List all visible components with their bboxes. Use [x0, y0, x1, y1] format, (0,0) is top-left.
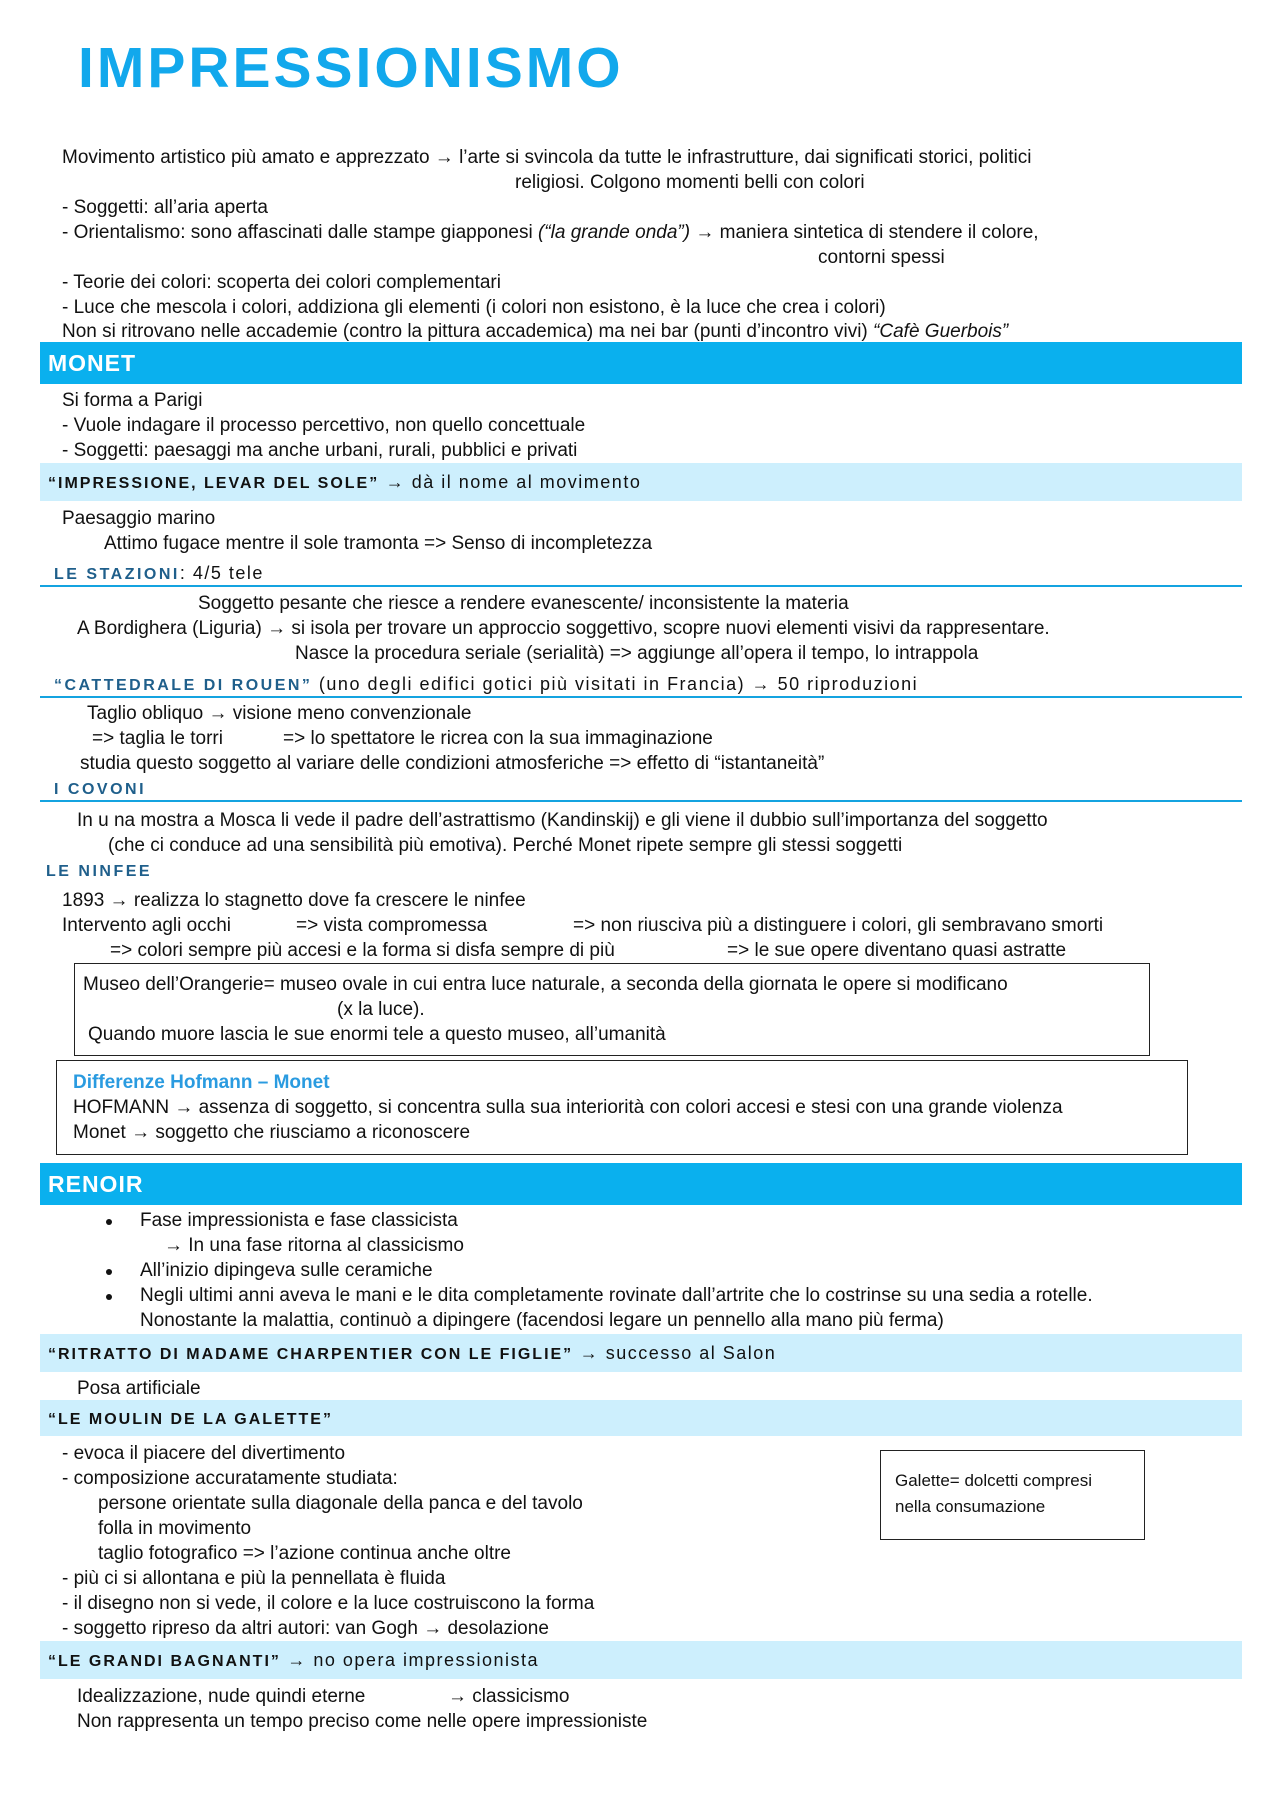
bagnanti-line-2: Non rappresenta un tempo preciso come nelle opere impressioniste: [77, 1711, 648, 1732]
galette-note-line-1: Galette= dolcetti compresi: [895, 1471, 1093, 1490]
galette-note-line-2: nella consumazione: [895, 1497, 1046, 1516]
section-header-renoir: RENOIR: [40, 1163, 1242, 1205]
renoir-bullet-2: All’inizio dipingeva sulle ceramiche: [140, 1260, 433, 1281]
cattedrale-line-1: Taglio obliquo → visione meno convenzionale: [87, 703, 472, 724]
intro-line-3: - Soggetti: all’aria aperta: [62, 197, 268, 218]
impressione-line-2: Attimo fugace mentre il sole tramonta => Senso di incompletezza: [104, 533, 653, 554]
museo-line-2: (x la luce).: [337, 999, 425, 1020]
museo-line-1: Museo dell’Orangerie= museo ovale in cui entra luce naturale, a seconda della giornata le opere si modificano: [83, 974, 1008, 995]
section-header-monet: MONET: [40, 342, 1242, 384]
galette-note-box: [880, 1450, 1145, 1540]
ninfee-line-3a: => colori sempre più accesi e la forma si disfa sempre di più: [110, 940, 615, 961]
ninfee-line-1: 1893 → realizza lo stagnetto dove fa crescere le ninfee: [62, 890, 526, 911]
intro-line-4: - Orientalismo: sono affascinati dalle stampe giapponesi (“la grande onda”) → maniera sintetica di stendere il colore,: [62, 222, 1039, 243]
intro-line-5: contorni spessi: [818, 247, 945, 268]
cattedrale-line-2b: => lo spettatore le ricrea con la sua immaginazione: [283, 728, 713, 749]
intro-line-1: Movimento artistico più amato e apprezzato → l’arte si svincola da tutte le infrastrutture, dai significati storici, politici: [62, 147, 1032, 168]
renoir-bullet-3: Negli ultimi anni aveva le mani e le dita completamente rovinate dall’artrite che lo costrinse su una sedia a rotelle.: [140, 1285, 1093, 1306]
subheader-cattedrale: “CATTEDRALE DI ROUEN” (uno degli edifici gotici più visitati in Francia) → 50 riproduzioni: [40, 668, 1242, 698]
stazioni-line-3: Nasce la procedura seriale (serialità) => aggiunge all’opera il tempo, lo intrappola: [295, 643, 979, 664]
subheader-ninfee: LE NINFEE: [46, 863, 153, 880]
intro-line-7: - Luce che mescola i colori, addiziona gli elementi (i colori non esistono, è la luce che crea i colori): [62, 297, 886, 318]
covoni-line-2: (che ci conduce ad una sensibilità più emotiva). Perché Monet ripete sempre gli stessi soggetti: [108, 835, 903, 856]
intro-line-8: Non si ritrovano nelle accademie (contro la pittura accademica) ma nei bar (punti d’incontro vivi) “Cafè Guerbois”: [62, 321, 1009, 342]
differenze-title: Differenze Hofmann – Monet: [73, 1072, 330, 1093]
differenze-line-2: Monet → soggetto che riusciamo a riconoscere: [73, 1122, 471, 1143]
moulin-line-3: persone orientate sulla diagonale della panca e del tavolo: [98, 1493, 583, 1514]
subheader-impressione: “IMPRESSIONE, LEVAR DEL SOLE” → dà il nome al movimento: [40, 463, 1242, 501]
renoir-bullet-1: Fase impressionista e fase classicista: [140, 1210, 458, 1231]
moulin-line-5: taglio fotografico => l’azione continua anche oltre: [98, 1543, 511, 1564]
stazioni-line-1: Soggetto pesante che riesce a rendere evanescente/ inconsistente la materia: [198, 593, 849, 614]
subheader-charpentier: “RITRATTO DI MADAME CHARPENTIER CON LE FIGLIE” → successo al Salon: [40, 1334, 1242, 1372]
moulin-line-7: - il disegno non si vede, il colore e la luce costruiscono la forma: [62, 1593, 595, 1614]
ninfee-line-2a: Intervento agli occhi: [62, 915, 231, 936]
subheader-covoni: I COVONI: [40, 775, 1242, 802]
monet-line-3: - Soggetti: paesaggi ma anche urbani, rurali, pubblici e privati: [62, 440, 578, 461]
renoir-bullet-1-sub: → In una fase ritorna al classicismo: [164, 1235, 464, 1256]
moulin-line-2: - composizione accuratamente studiata:: [62, 1468, 398, 1489]
monet-line-2: - Vuole indagare il processo percettivo, non quello concettuale: [62, 415, 586, 436]
differenze-box: [56, 1060, 1188, 1155]
museo-line-3: Quando muore lascia le sue enormi tele a questo museo, all’umanità: [88, 1024, 666, 1045]
stazioni-line-2: A Bordighera (Liguria) → si isola per trovare un approccio soggettivo, scopre nuovi elementi visivi da rappresentare.: [77, 618, 1050, 639]
charpentier-line-1: Posa artificiale: [77, 1378, 201, 1399]
moulin-line-8: - soggetto ripreso da altri autori: van Gogh → desolazione: [62, 1618, 549, 1639]
renoir-bullet-3-cont: Nonostante la malattia, continuò a dipingere (facendosi legare un pennello alla mano più ferma): [140, 1310, 944, 1331]
subheader-stazioni: LE STAZIONI: 4/5 tele: [40, 560, 1242, 587]
differenze-line-1: HOFMANN → assenza di soggetto, si concentra sulla sua interiorità con colori accesi e stesi con una grande violenza: [73, 1097, 1063, 1118]
moulin-line-1: - evoca il piacere del divertimento: [62, 1443, 346, 1464]
cattedrale-line-3: studia questo soggetto al variare delle condizioni atmosferiche => effetto di “istantaneità”: [80, 753, 825, 774]
bagnanti-line-1b: → classicismo: [448, 1686, 570, 1707]
moulin-line-4: folla in movimento: [98, 1518, 252, 1539]
intro-line-6: - Teorie dei colori: scoperta dei colori complementari: [62, 272, 501, 293]
museo-box: [74, 963, 1150, 1056]
page-title: IMPRESSIONISMO: [78, 36, 624, 100]
ninfee-line-3b: => le sue opere diventano quasi astratte: [727, 940, 1067, 961]
ninfee-line-2c: => non riusciva più a distinguere i colori, gli sembravano smorti: [573, 915, 1104, 936]
subheader-bagnanti: “LE GRANDI BAGNANTI” → no opera impressionista: [40, 1641, 1242, 1679]
ninfee-line-2b: => vista compromessa: [296, 915, 488, 936]
impressione-line-1: Paesaggio marino: [62, 508, 216, 529]
cattedrale-line-2a: => taglia le torri: [92, 728, 223, 749]
covoni-line-1: In u na mostra a Mosca li vede il padre dell’astrattismo (Kandinskij) e gli viene il dubbio sull’importanza del soggetto: [77, 810, 1048, 831]
moulin-line-6: - più ci si allontana e più la pennellata è fluida: [62, 1568, 446, 1589]
subheader-moulin: “LE MOULIN DE LA GALETTE”: [40, 1400, 1242, 1436]
intro-line-2: religiosi. Colgono momenti belli con colori: [515, 172, 865, 193]
monet-line-1: Si forma a Parigi: [62, 390, 203, 411]
bagnanti-line-1a: Idealizzazione, nude quindi eterne: [77, 1686, 366, 1707]
